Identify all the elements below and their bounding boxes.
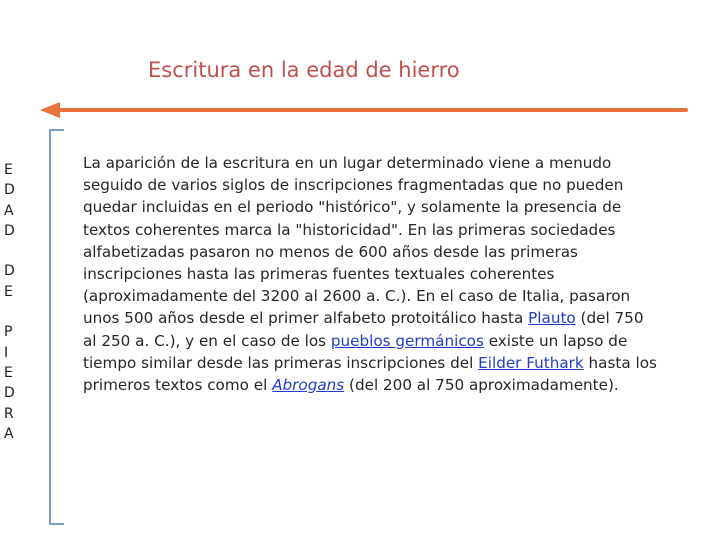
body-paragraph (83, 152, 661, 396)
side-letter: R (4, 405, 14, 422)
left-bracket-decoration (40, 128, 80, 528)
side-letter: E (4, 283, 13, 300)
side-letter: D (4, 222, 15, 239)
link-pueblos-germanicos[interactable]: pueblos germánicos (330, 331, 484, 350)
vertical-side-label (4, 160, 15, 444)
side-letter: D (4, 182, 15, 199)
side-letter: D (4, 263, 15, 280)
side-letter: E (4, 364, 13, 381)
paragraph-text: hasta los primeros textos como el (83, 353, 657, 395)
paragraph-text: (del 200 al 750 aproximadamente). (344, 376, 619, 395)
paragraph-text: (del 750 al 250 a. C.), y en el caso de los (83, 309, 644, 350)
link-eilder-futhark[interactable]: Eilder Futhark (478, 353, 584, 372)
side-letter (4, 302, 15, 322)
link-plauto[interactable]: Plauto (528, 309, 576, 328)
side-letter: A (4, 202, 14, 219)
slide-title: Escritura en la edad de hierro (148, 58, 460, 82)
side-letter: P (4, 324, 13, 341)
link-abrogans[interactable]: Abrogans (272, 376, 345, 395)
side-letter: A (4, 425, 14, 442)
side-letter: I (4, 344, 9, 361)
paragraph-text: La aparición de la escritura en un lugar determinado viene a menudo seguido de varios siglos de inscripciones fragmentadas que no pueden quedar incluidas en el periodo "histórico", y solamente la presencia de textos coherentes marca la "historicidad". En las primeras sociedades alfabetizadas pasaron no menos de 600 años desde las primeras inscripciones hasta las primeras fuentes textuales coherentes (aproximadamente del 3200 al 2600 a. C.). En el caso de Italia, pasaron unos 500 años desde el primer alfabeto protoitálico hasta (83, 154, 631, 328)
side-letter (4, 241, 15, 261)
left-arrow-icon (38, 100, 688, 120)
side-letter: D (4, 385, 15, 402)
paragraph-text: existe un lapso de tiempo similar desde las primeras inscripciones del (83, 331, 628, 372)
side-letter: E (4, 162, 13, 178)
